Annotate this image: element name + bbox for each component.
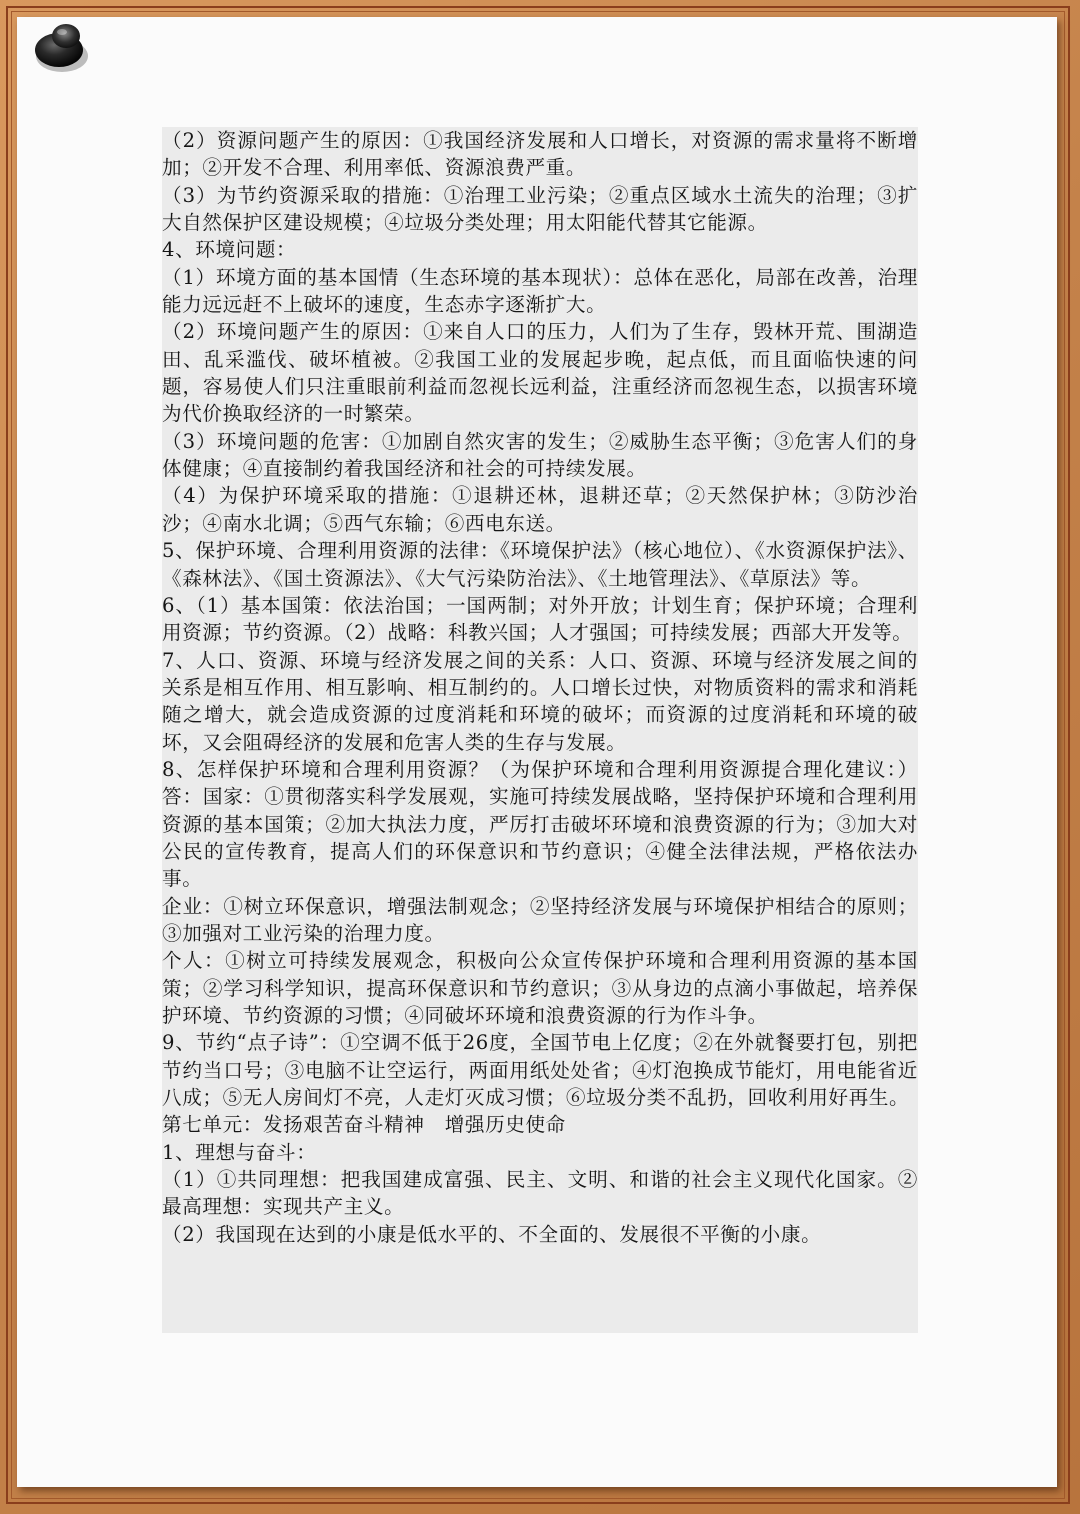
paragraph-ideals: （1）①共同理想：把我国建成富强、民主、文明、和谐的社会主义现代化国家。②最高理想：实现共产主义。: [162, 1168, 918, 1219]
paragraph-environment-situation: （1）环境方面的基本国情（生态环境的基本现状）：总体在恶化，局部在改善，治理能力远远赶不上破坏的速度，生态赤字逐渐扩大。: [162, 265, 918, 317]
paragraph-resource-causes: （2）资源问题产生的原因：①我国经济发展和人口增长，对资源的需求量将不断增加；②开发不合理、利用率低、资源浪费严重。: [162, 129, 918, 180]
paragraph-how-to-protect: 8、怎样保护环境和合理利用资源？（为保护环境和合理利用资源提合理化建议：）答：国家：①贯彻落实科学发展观，实施可持续发展战略，坚持保护环境和合理利用资源的基本国策；②加大执法力度，严厉打击破坏环境和浪费资源的行为；③加大对公民的宣传教育，提高人们的环保意识和节约意识；④健全法律法规，严格依法办事。: [162, 757, 918, 891]
paragraph-enterprise: 企业：①树立环保意识，增强法制观念；②坚持经济发展与环境保护相结合的原则；③加强对工业污染的治理力度。: [162, 894, 918, 945]
paragraph-national-policies: 6、（1）基本国策：依法治国；一国两制；对外开放；计划生育；保护环境；合理利用资源；节约资源。（2）战略：科教兴国；人才强国；可持续发展；西部大开发等。: [162, 593, 918, 645]
paragraph-environment-measures: （4）为保护环境采取的措施：①退耕还林，退耕还草；②天然保护林；③防沙治沙；④南水北调；⑤西气东输；⑥西电东送。: [162, 484, 918, 535]
paragraph-saving-poem: 9、节约“点子诗”：①空调不低于26度，全国节电上亿度；②在外就餐要打包，别把节约当口号；③电脑不让空运行，两面用纸处处省；④灯泡换成节能灯，用电能省近八成；⑤无人房间灯不亮，人走灯灭成习惯；⑥垃圾分类不乱扔，回收利用好再生。: [162, 1031, 918, 1110]
paragraph-environment-causes: （2）环境问题产生的原因：①来自人口的压力，人们为了生存，毁林开荒、围湖造田、乱采滥伐、破坏植被。②我国工业的发展起步晚，起点低，而且面临快速的问题，容易使人们只注重眼前利益而忽视长远利益，注重经济而忽视生态，以损害环境为代价换取经济的一时繁荣。: [162, 320, 918, 426]
paragraph-resource-measures: （3）为节约资源采取的措施：①治理工业污染；②重点区域水土流失的治理；③扩大自然保护区建设规模；④垃圾分类处理；用太阳能代替其它能源。: [162, 183, 918, 235]
heading-environment-issues: 4、环境问题：: [162, 238, 297, 262]
pushpin-icon: [26, 12, 96, 82]
heading-ideals-struggle: 1、理想与奋斗：: [162, 1140, 317, 1164]
notes-text-block: [162, 127, 918, 1333]
paragraph-individual: 个人：①树立可持续发展观念，积极向公众宣传保护环境和合理利用资源的基本国策；②学习科学知识，提高环保意识和节约意识；③从身边的点滴小事做起，培养保护环境、节约资源的习惯；④同破坏环境和浪费资源的行为作斗争。: [162, 949, 918, 1027]
paragraph-environment-harms: （3）环境问题的危害：①加剧自然灾害的发生；②威胁生态平衡；③危害人们的身体健康；④直接制约着我国经济和社会的可持续发展。: [162, 429, 918, 481]
paragraph-relationship: 7、人口、资源、环境与经济发展之间的关系：人口、资源、环境与经济发展之间的关系是相互作用、相互影响、相互制约的。人口增长过快，对物质资料的需求和消耗随之增大，就会造成资源的过度消耗和环境的破坏；而资源的过度消耗和环境的破坏，又会阻碍经济的发展和危害人类的生存与发展。: [162, 648, 918, 754]
paragraph-environment-laws: 5、保护环境、合理利用资源的法律：《环境保护法》（核心地位）、《水资源保护法》、《森林法》、《国土资源法》、《大气污染防治法》、《土地管理法》、《草原法》等。: [162, 539, 918, 590]
heading-unit-seven: 第七单元：发扬艰苦奋斗精神 增强历史使命: [162, 1113, 566, 1137]
paragraph-xiaokang: （2）我国现在达到的小康是低水平的、不全面的、发展很不平衡的小康。: [162, 1222, 822, 1246]
